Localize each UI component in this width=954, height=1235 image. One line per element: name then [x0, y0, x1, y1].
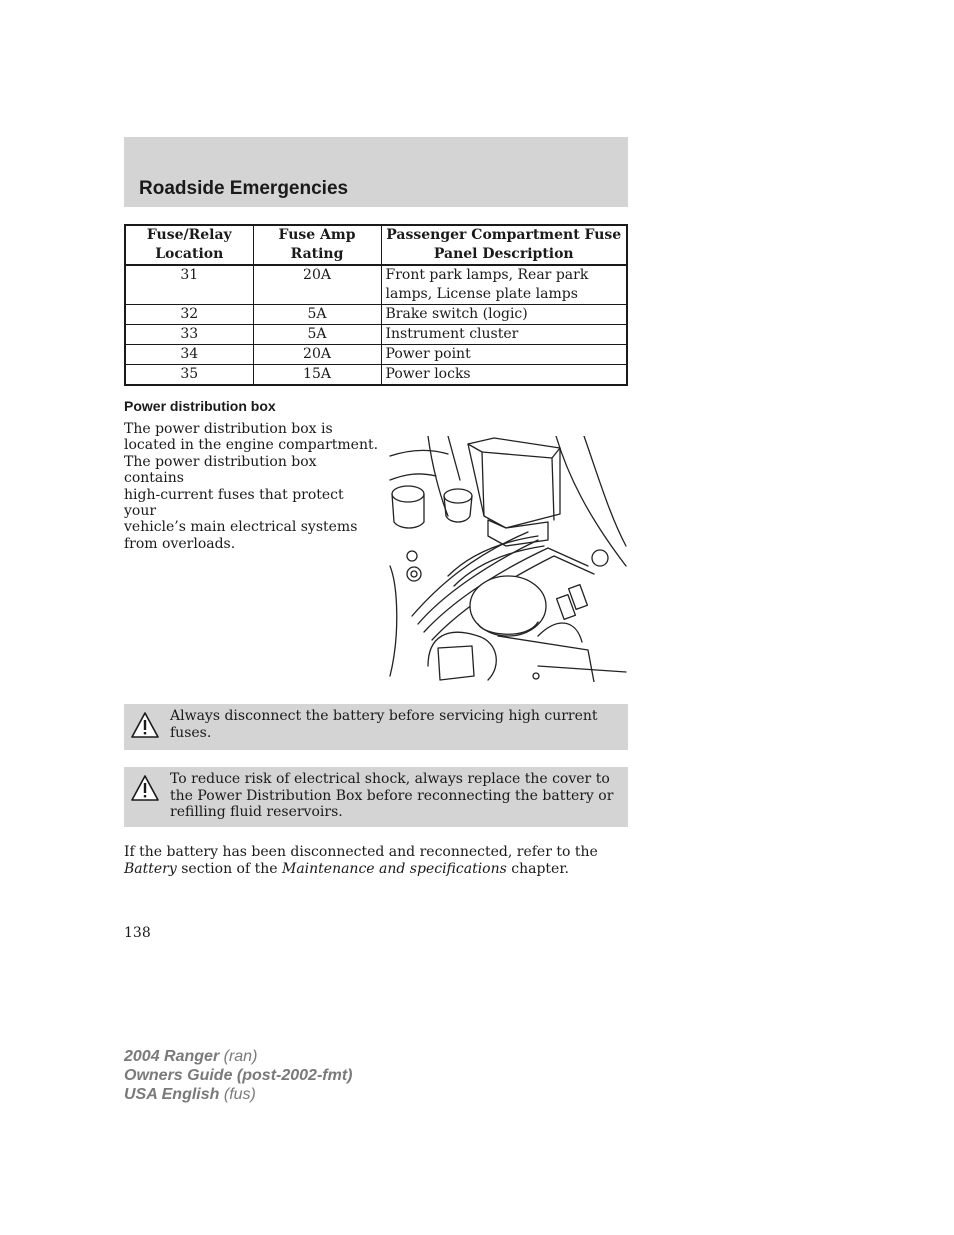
- table-row: [125, 325, 627, 345]
- battery-reference: Battery: [124, 861, 177, 877]
- table-row: [125, 265, 627, 305]
- fuse-table-header-row: [125, 225, 627, 265]
- warning-triangle-icon: [130, 710, 166, 744]
- fuse-location: 35: [125, 365, 253, 386]
- warning-text: To reduce risk of electrical shock, always replace the cover to the Power Distribution Box before reconnecting the battery or refilling fluid reservoirs.: [170, 771, 614, 820]
- fuse-location: 33: [125, 325, 253, 345]
- fuse-description: Brake switch (logic): [381, 305, 627, 325]
- fuse-description: Instrument cluster: [381, 325, 627, 345]
- section-body: The power distribution box is located in the engine compartment. The power distribution box contains high-current fuses that protect your vehicle’s main electrical systems from overloads.: [124, 421, 379, 552]
- table-row: [125, 365, 627, 386]
- fuse-location: 32: [125, 305, 253, 325]
- fuse-rating: 5A: [253, 305, 381, 325]
- table-row: [125, 305, 627, 325]
- fuse-rating: 5A: [253, 325, 381, 345]
- fuse-description: Power locks: [381, 365, 627, 386]
- fuse-location: 31: [125, 265, 253, 305]
- fuse-description: Power point: [381, 345, 627, 365]
- warning-box: [124, 767, 628, 827]
- section-heading: Power distribution box: [124, 398, 276, 414]
- fuse-rating: 15A: [253, 365, 381, 386]
- column-header-description: Passenger Compartment Fuse Panel Description: [381, 225, 627, 265]
- section-header-band: [124, 137, 628, 207]
- column-header-location: Fuse/Relay Location: [125, 225, 253, 265]
- closing-paragraph: If the battery has been disconnected and reconnected, refer to the Battery section of the Maintenance and specifications chapter.: [124, 844, 598, 877]
- fuse-rating: 20A: [253, 265, 381, 305]
- fuse-rating: 20A: [253, 345, 381, 365]
- power-distribution-box-illustration: [388, 436, 628, 682]
- warning-text: Always disconnect the battery before servicing high current fuses.: [170, 708, 598, 741]
- fuse-description: Front park lamps, Rear park lamps, License plate lamps: [381, 265, 627, 305]
- document-footer: 2004 Ranger (ran) Owners Guide (post-2002-fmt) USA English (fus): [124, 1048, 353, 1103]
- fuse-location: 34: [125, 345, 253, 365]
- section-title: Roadside Emergencies: [139, 178, 349, 199]
- fuse-table: [124, 224, 628, 386]
- warning-box: [124, 704, 628, 750]
- warning-triangle-icon: [130, 773, 166, 807]
- chapter-reference: Maintenance and specifications: [281, 861, 507, 877]
- page-number: 138: [124, 925, 151, 941]
- column-header-rating: Fuse Amp Rating: [253, 225, 381, 265]
- table-row: [125, 345, 627, 365]
